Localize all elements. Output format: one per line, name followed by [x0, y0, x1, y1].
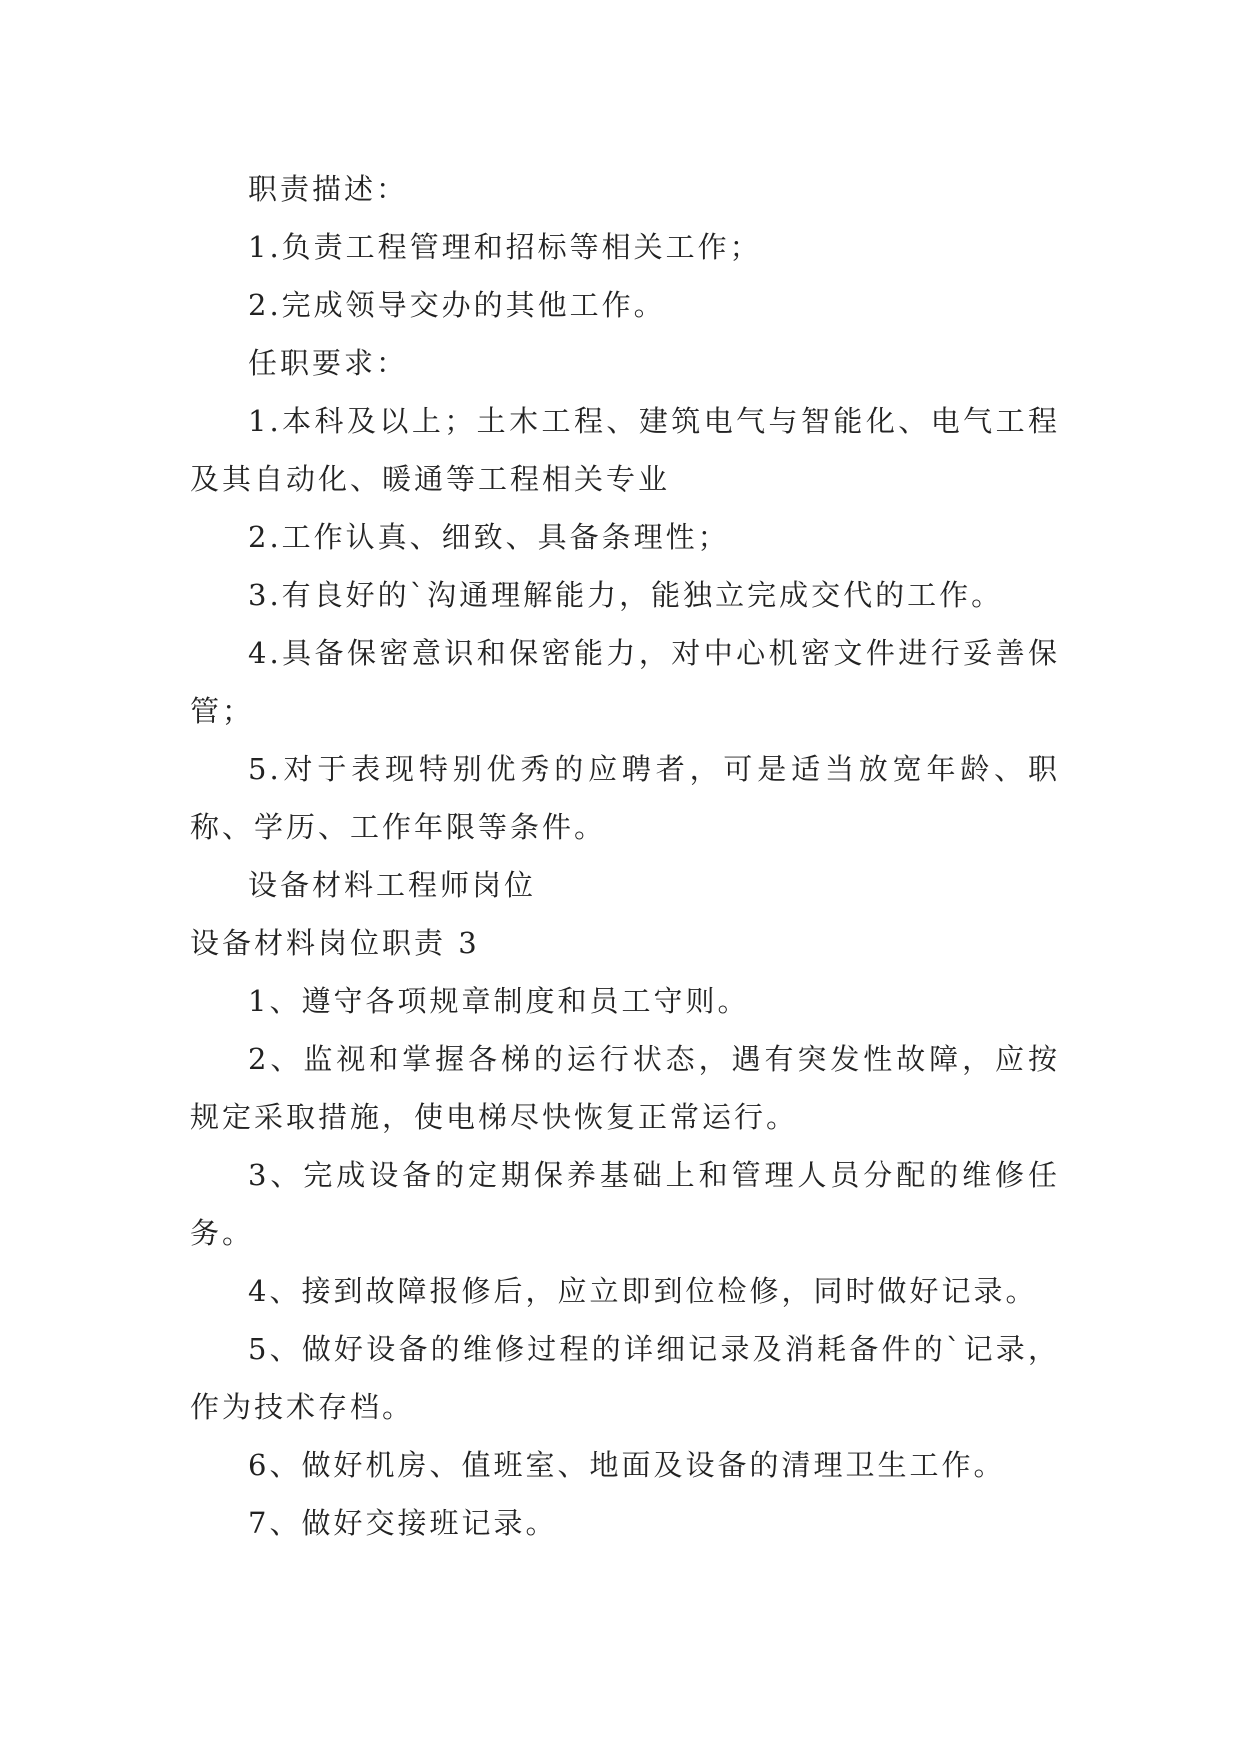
paragraph: 职责描述： — [248, 172, 409, 206]
paragraph: 6、做好机房、值班室、地面及设备的清理卫生工作。 — [248, 1448, 1006, 1482]
paragraph: 5.对于表现特别优秀的应聘者，可是适当放宽年龄、职称、学历、工作年限等条件。 — [190, 752, 1060, 844]
paragraph: 5、做好设备的维修过程的详细记录及消耗备件的`记录，作为技术存档。 — [190, 1332, 1060, 1424]
paragraph: 2.完成领导交办的其他工作。 — [248, 288, 666, 322]
paragraph: 7、做好交接班记录。 — [248, 1506, 558, 1540]
paragraph: 4.具备保密意识和保密能力，对中心机密文件进行妥善保管； — [190, 636, 1060, 728]
document-body — [190, 160, 1060, 1552]
paragraph: 任职要求： — [248, 346, 409, 380]
paragraph: 2、监视和掌握各梯的运行状态，遇有突发性故障，应按规定采取措施，使电梯尽快恢复正常运行。 — [190, 1042, 1060, 1134]
paragraph: 1、遵守各项规章制度和员工守则。 — [248, 984, 750, 1018]
paragraph: 2.工作认真、细致、具备条理性； — [248, 520, 730, 554]
paragraph: 3、完成设备的定期保养基础上和管理人员分配的维修任务。 — [190, 1158, 1060, 1250]
paragraph: 4、接到故障报修后，应立即到位检修，同时做好记录。 — [248, 1274, 1038, 1308]
section-title: 设备材料岗位职责 3 — [190, 926, 480, 960]
paragraph: 1.负责工程管理和招标等相关工作； — [248, 230, 762, 264]
paragraph: 1.本科及以上；土木工程、建筑电气与智能化、电气工程及其自动化、暖通等工程相关专业 — [190, 404, 1060, 496]
paragraph: 3.有良好的`沟通理解能力，能独立完成交代的工作。 — [248, 578, 1004, 612]
section-heading: 设备材料工程师岗位 — [248, 868, 537, 902]
